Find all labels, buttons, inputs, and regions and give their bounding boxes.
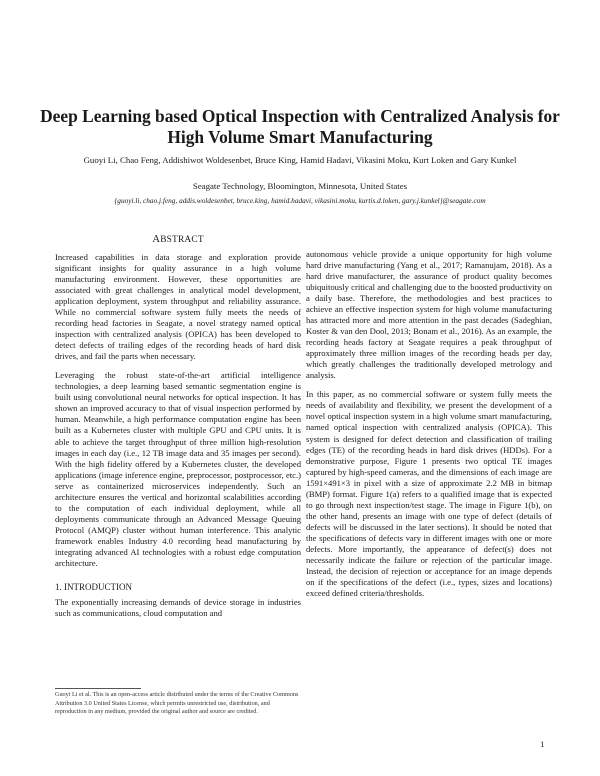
right-column bbox=[306, 249, 552, 607]
paper-title: Deep Learning based Optical Inspection with Centralized Analysis for High Volume Smart Manufacturing bbox=[40, 106, 560, 147]
intro-paragraph-1-start: The exponentially increasing demands of device storage in industries such as communications, cloud computation and bbox=[55, 596, 301, 618]
abstract-heading-rest: BSTRACT bbox=[160, 235, 204, 245]
author-list: Guoyi Li, Chao Feng, Addishiwot Woldesenbet, Bruce King, Hamid Hadavi, Vikasini Moku, Kurt Loken and Gary Kunkel bbox=[83, 155, 517, 165]
abstract-paragraph-1: Increased capabilities in data storage and exploration provide significant insights for quality assurance in a high volume manufacturing environment. However, these opportunities are associated with great challenges in analytical model development, application deployment, system throughput and reliability assurance. While no commercial software system fully meets the needs of recording head factories in Seagate, a novel strategy named optical inspection with centralized analysis (OPICA) has been developed to detect defects of trailing edges of the recording heads of hard disk drives, and fail the parts when necessary. bbox=[55, 252, 301, 362]
introduction-heading: 1. INTRODUCTION bbox=[55, 581, 132, 592]
affiliation: Seagate Technology, Bloomington, Minnesota, United States bbox=[192, 181, 408, 191]
intro-paragraph-1-continued: autonomous vehicle provide a unique opportunity for high volume hard drive manufacturing (Yang et al., 2017; Ramanujam, 2018). As a hard drive manufacturer, the assurance of product quality becomes ubiquitously critical and challenging due to the boosted productivity on a daily base. Therefore, the methodologies and best practices to achieve an effective inspection system for high volume manufacturing has attracted more and more attention in the past decades (Sadeghian, Koster & van den Dool, 2013; Bonam et al., 2016). As an example, the recording heads factory at Seagate requires a peak throughput of approximately three million images of the recording heads per day, which greatly challenges the traditionally developed metrology and analysis. bbox=[306, 249, 552, 381]
abstract-heading bbox=[55, 233, 301, 247]
footnote-divider bbox=[55, 688, 141, 689]
license-footnote: Guoyi Li et al. This is an open-access article distributed under the terms of the Creative Commons Attribution 3.0 United States License, which permits unrestricted use, distribution, and reproduction in any medium, provided the original author and source are credited. bbox=[55, 691, 299, 716]
left-column bbox=[55, 233, 301, 627]
page-number: 1 bbox=[540, 739, 545, 749]
author-emails: {guoyi.li, chao.j.feng, addis.woldesenbet, bruce.king, hamid.hadavi, vikasini.moku, kurtis.d.loken, gary.j.kunkel}@seagate.com bbox=[114, 196, 486, 205]
abstract-heading-initial: A bbox=[152, 233, 161, 245]
abstract-paragraph-2: Leveraging the robust state-of-the-art artificial intelligence technologies, a deep learning based semantic segmentation engine is built using convolutional neural networks for optical inspection. It has shown an improved accuracy to that of visual inspection performed by human. Meanwhile, a high performance computation engine has been built as a Kubernetes cluster with multiple GPU and CPU units. It is able to achieve the target throughput of three million high-resolution images in each day (i.e., 12 TB image data and 35 images per second). With the high fidelity offered by a Kubernetes cluster, the developed applications (image inference engine, preprocessor, postprocessor, etc.) serve as containerized microservices independently. Such an architecture ensures the vertical and horizontal scalabilities according to the computation of each individual deployment, while all deployments communicate through an Advanced Message Queuing Protocol (AMQP) cluster without human interference. This analytic framework enables Industry 4.0 recording head manufacturing by integrating advanced AI technologies with a robust edge computation architecture. bbox=[55, 370, 301, 568]
intro-paragraph-2: In this paper, as no commercial software or system fully meets the needs of availability and flexibility, we present the development of a novel optical inspection system in a high volume smart manufacturing, named optical inspection with centralized analysis (OPICA). This system is designed for defect detection and classification of trailing edges (TE) of the recording heads in hard disk drives (HDDs). For a demonstrative purpose, Figure 1 presents two optical TE images captured by high-speed cameras, and the dimensions of each image are 1591×491×3 in pixel with a size of approximate 2.2 MB in bitmap (BMP) format. Figure 1(a) refers to a qualified image that is expected to go through next inspection/test stage. The image in Figure 1(b), on the other hand, presents an image with one type of defect (details of defects will be discussed in the later sections). It should be noted that the specifications of defects vary in different images with one or more defects. More importantly, the appearance of defect(s) does not necessarily indicate the failure or rejection of the particular image. Instead, the decision of rejection or acceptance for an image depends on if the specifications of the defect (i.e., types, sizes and locations) exceed defined criteria/thresholds. bbox=[306, 389, 552, 598]
